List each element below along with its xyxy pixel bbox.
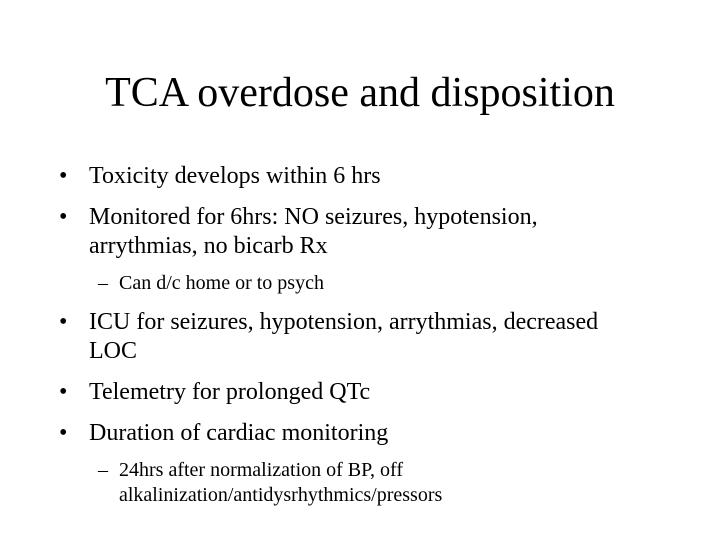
slide-title: TCA overdose and disposition bbox=[105, 70, 615, 116]
bullet-item bbox=[0, 203, 649, 261]
sub-bullet-marker: – bbox=[98, 272, 108, 294]
sub-bullet-text: Can d/c home or to psych bbox=[119, 272, 324, 294]
bullet-item bbox=[0, 162, 649, 191]
bullet-text: Duration of cardiac monitoring bbox=[89, 420, 389, 446]
bullet-text: Telemetry for prolonged QTc bbox=[89, 379, 371, 405]
bullet-item bbox=[0, 419, 649, 448]
sub-bullet-text: 24hrs after normalization of BP, off alkalinization/antidysrhythmics/pressors bbox=[119, 459, 443, 506]
sub-bullet-marker: – bbox=[98, 459, 108, 481]
bullet-item bbox=[0, 378, 649, 407]
bullet-marker: • bbox=[59, 379, 68, 405]
bullet-marker: • bbox=[59, 204, 68, 230]
sub-bullet-item bbox=[0, 271, 659, 296]
bullet-text: Monitored for 6hrs: NO seizures, hypotension, arrythmias, no bicarb Rx bbox=[89, 204, 538, 259]
bullet-text: Toxicity develops within 6 hrs bbox=[89, 163, 381, 189]
bullet-text: ICU for seizures, hypotension, arrythmias, decreased LOC bbox=[89, 309, 599, 364]
bullet-marker: • bbox=[59, 309, 68, 335]
sub-bullet-item bbox=[0, 458, 659, 508]
bullet-item bbox=[0, 308, 649, 366]
bullet-marker: • bbox=[59, 163, 68, 189]
bullet-marker: • bbox=[59, 420, 68, 446]
bullet-list bbox=[0, 162, 720, 520]
